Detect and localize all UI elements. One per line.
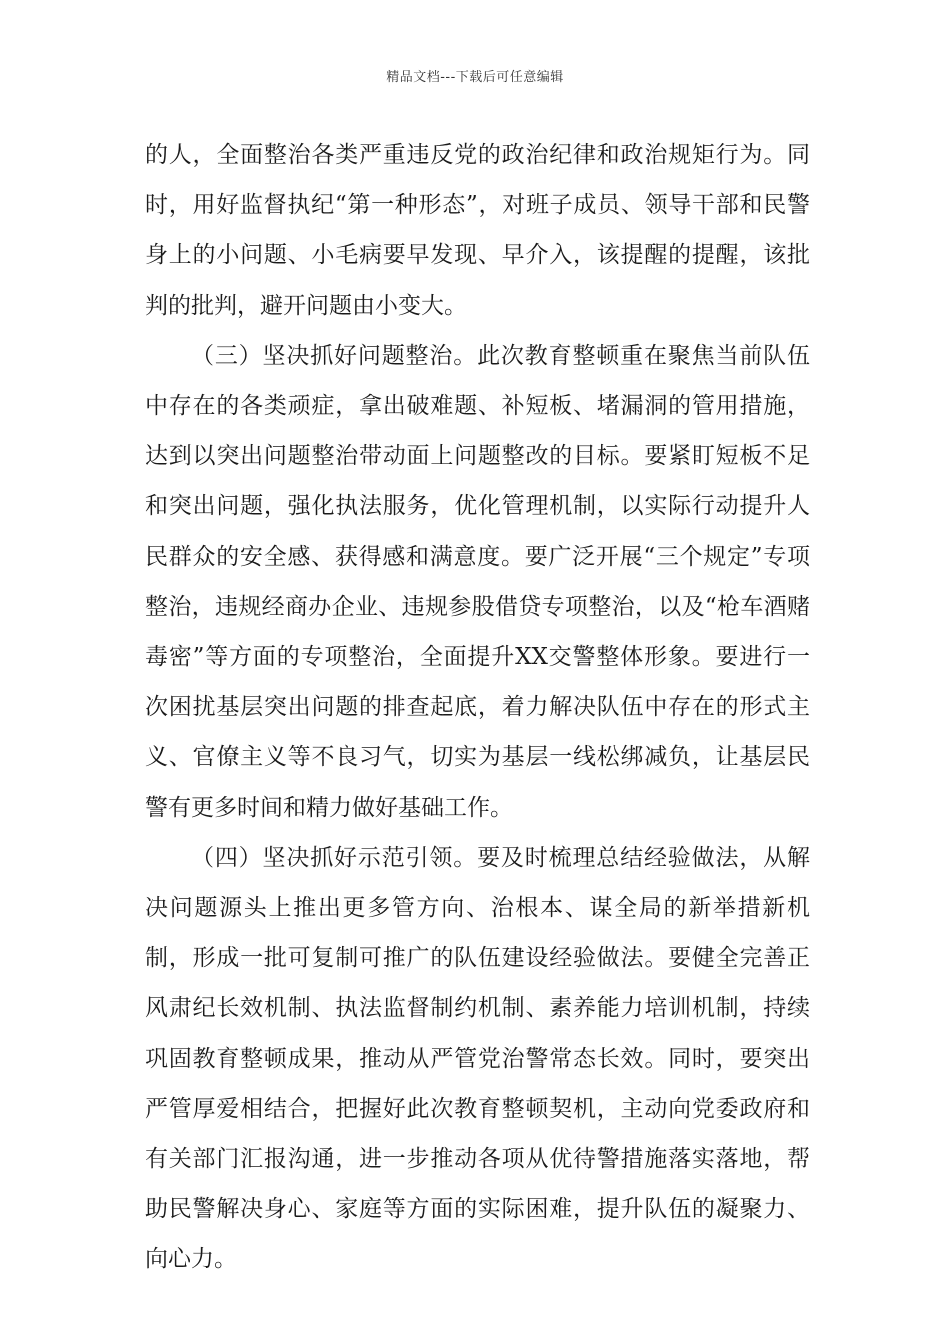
paragraph-continuation: 的人，全面整治各类严重违反党的政治纪律和政治规矩行为。同时，用好监督执纪“第一种形态”，对班子成员、领导干部和民警身上的小问题、小毛病要早发现、早介入，该提醒的提醒，该批判的批判，避开问题由小变大。 bbox=[145, 142, 810, 319]
paragraph-section-three: （三）坚决抓好问题整治。此次教育整顿重在聚焦当前队伍中存在的各类顽症，拿出破难题、补短板、堵漏洞的管用措施，达到以突出问题整治带动面上问题整改的目标。要紧盯短板不足和突出问题，强化执法服务，优化管理机制，以实际行动提升人民群众的安全感、获得感和满意度。要广泛开展“三个规定”专项整治，违规经商办企业、违规参股借贷专项整治，以及“枪车酒赌毒密”等方面的专项整治，全面提升XX交警整体形象。要进行一次困扰基层突出问题的排查起底，着力解决队伍中存在的形式主义、官僚主义等不良习气，切实为基层一线松绑减负，让基层民警有更多时间和精力做好基础工作。 bbox=[145, 342, 810, 821]
page-header: 精品文档---下载后可任意编辑 bbox=[386, 70, 564, 85]
paragraph-section-four: （四）坚决抓好示范引领。要及时梳理总结经验做法，从解决问题源头上推出更多管方向、治根本、谋全局的新举措新机制，形成一批可复制可推广的队伍建设经验做法。要健全完善正风肃纪长效机制、执法监督制约机制、素养能力培训机制，持续巩固教育整顿成果，推动从严管党治警常态长效。同时，要突出严管厚爱相结合，把握好此次教育整顿契机，主动向党委政府和有关部门汇报沟通，进一步推动各项从优待警措施落实落地，帮助民警解决身心、家庭等方面的实际困难，提升队伍的凝聚力、向心力。 bbox=[145, 844, 810, 1273]
document-body bbox=[145, 130, 810, 1285]
